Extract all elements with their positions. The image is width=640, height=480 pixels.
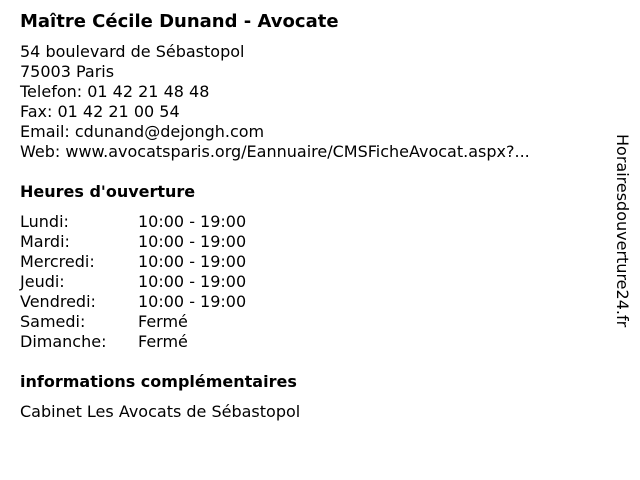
phone-line: Telefon: 01 42 21 48 48 [20, 82, 210, 101]
hours-time: Fermé [138, 312, 188, 331]
hours-time: 10:00 - 19:00 [138, 232, 247, 251]
hours-day: Mercredi: [20, 252, 95, 271]
hours-time: Fermé [138, 332, 188, 351]
hours-heading: Heures d'ouverture [20, 182, 196, 201]
hours-day: Lundi: [20, 212, 69, 231]
hours-row-mercredi [20, 252, 600, 272]
hours-time: 10:00 - 19:00 [138, 292, 247, 311]
hours-table [20, 212, 600, 352]
side-brand-watermark: Horairesdouverture24.fr [613, 134, 632, 328]
hours-time: 10:00 - 19:00 [138, 252, 247, 271]
hours-day: Dimanche: [20, 332, 107, 351]
business-card [20, 10, 600, 422]
hours-day: Samedi: [20, 312, 86, 331]
address-line-1: 54 boulevard de Sébastopol [20, 42, 245, 61]
hours-row-jeudi [20, 272, 600, 292]
hours-time: 10:00 - 19:00 [138, 212, 247, 231]
hours-row-lundi [20, 212, 600, 232]
email-line: Email: cdunand@dejongh.com [20, 122, 265, 141]
hours-time: 10:00 - 19:00 [138, 272, 247, 291]
hours-day: Mardi: [20, 232, 70, 251]
hours-row-vendredi [20, 292, 600, 312]
hours-row-dimanche [20, 332, 600, 352]
extra-info-heading: informations complémentaires [20, 372, 297, 391]
fax-line: Fax: 01 42 21 00 54 [20, 102, 180, 121]
hours-row-samedi [20, 312, 600, 332]
business-title: Maître Cécile Dunand - Avocate [20, 11, 339, 32]
hours-day: Jeudi: [20, 272, 65, 291]
hours-row-mardi [20, 232, 600, 252]
extra-info-text: Cabinet Les Avocats de Sébastopol [20, 402, 301, 421]
hours-day: Vendredi: [20, 292, 96, 311]
web-line: Web: www.avocatsparis.org/Eannuaire/CMSFicheAvocat.aspx?... [20, 142, 530, 161]
address-line-2: 75003 Paris [20, 62, 115, 81]
